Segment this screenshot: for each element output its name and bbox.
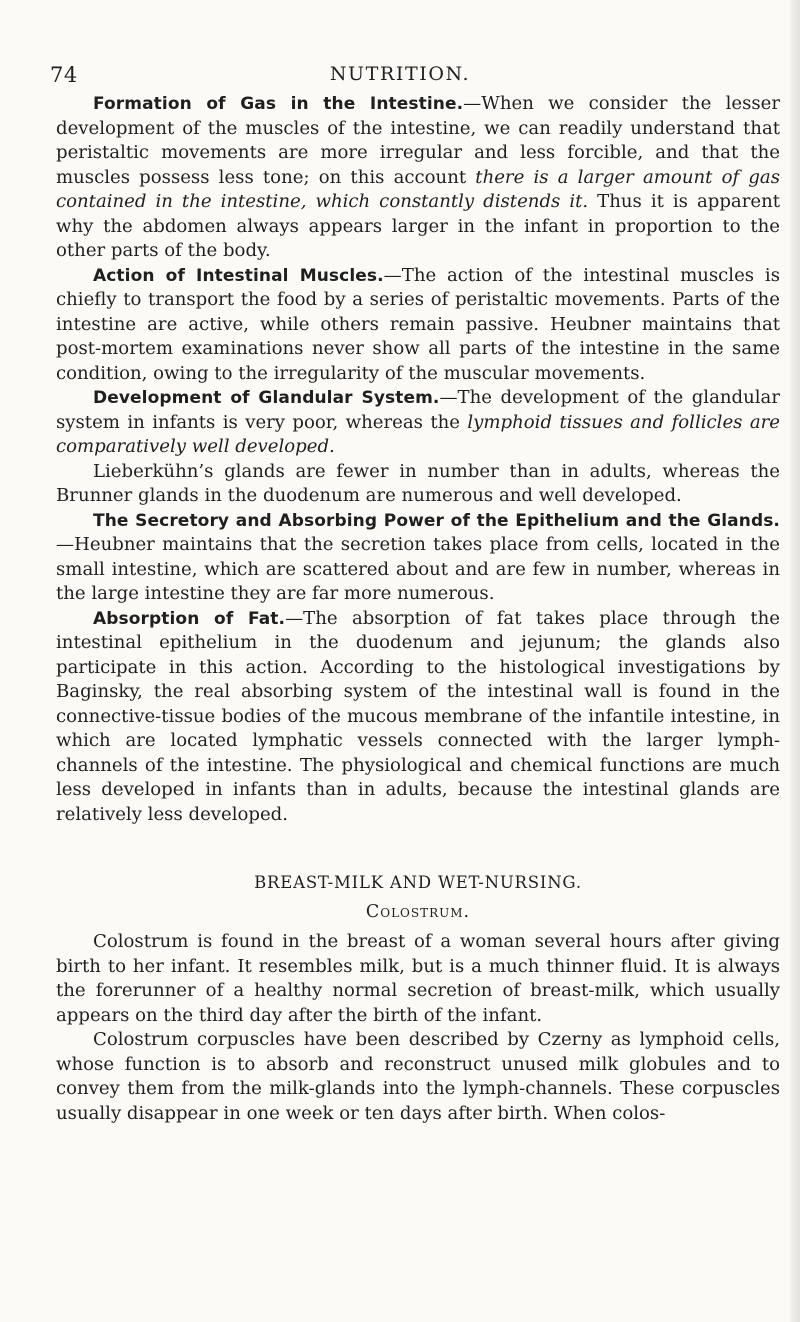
paragraph-text: —Heubner maintains that the secretion takes place from cells, located in the small intestine, which are scattered about and are few in number, whereas in the large intestine they are far more numerous. xyxy=(56,534,780,604)
page-number: 74 xyxy=(50,63,78,87)
heading-fat-absorption: Absorption of Fat. xyxy=(93,608,286,629)
paragraph-text: —The absorption of fat takes place through the intestinal epithelium in the duodenum and jejunum; the glands also participate in this action. According to the histological investigations by Baginsky, the real absorbing system of the intestinal wall is found in the connective-tissue bodies of the mucous membrane of the infantile intestine, in which are located lymphatic vessels connected with the larger lymph-channels of the intestine. The physiological and chemical functions are much less developed in infants than in adults, because the intestinal glands are relatively less developed. xyxy=(56,607,781,825)
paragraph-fat-absorption xyxy=(56,607,780,828)
heading-secretory-power: The Secretory and Absorbing Power of the Epithelium and the Glands. xyxy=(93,510,780,531)
paragraph-colostrum-2: Colostrum corpuscles have been described by Czerny as lymphoid cells, whose function is to absorb and reconstruct unused milk globules and to convey them from the milk-glands into the lymph-channels. These corpuscles usually disappear in one week or ten days after birth. When colos- xyxy=(56,1029,780,1124)
paragraph-gas-formation xyxy=(56,92,780,264)
section-title: BREAST-MILK AND WET-NURSING. xyxy=(254,873,582,892)
heading-glandular-system: Development of Glandular System. xyxy=(93,388,440,408)
page-edge-shadow xyxy=(790,0,800,1322)
italic-text: lymphoid tissues and follicles are comparatively well developed. xyxy=(56,411,780,457)
running-head: NUTRITION. xyxy=(329,63,471,85)
paragraph-intestinal-muscles xyxy=(56,264,780,387)
italic-text: there is a larger amount of gas contained in the intestine, which constantly distends it. xyxy=(56,166,780,212)
heading-intestinal-muscles: Action of Intestinal Muscles. xyxy=(93,265,384,286)
paragraph-text: —The development of the glandular system in infants is very poor, whereas the xyxy=(56,387,780,433)
body-text xyxy=(56,92,780,1126)
paragraph-glandular-system xyxy=(56,386,780,460)
paragraph-lieberkuhn xyxy=(56,460,780,509)
subsection-title: Colostrum. xyxy=(365,901,471,922)
paragraph-text: Lieberkühn’s glands are fewer in number than in adults, whereas the Brunner glands in the duodenum are numerous and well developed. xyxy=(56,460,780,506)
paragraph-text: —When we consider the lesser development of the muscles of the intestine, we can readily understand that peristaltic movements are more irregular and less forcible, and that the muscles possess less tone; on this account xyxy=(56,93,780,188)
paragraph-colostrum-1: Colostrum is found in the breast of a woman several hours after giving birth to her infant. It resembles milk, but is a much thinner fluid. It is always the forerunner of a healthy normal secretion of breast-milk, which usually appears on the third day after the birth of the infant. xyxy=(56,931,780,1026)
paragraph-secretory-power xyxy=(56,509,780,607)
paragraph-text: —The action of the intestinal muscles is chiefly to transport the food by a series of peristaltic movements. Parts of the intestine are active, while others remain passive. Heubner maintains that post-mortem examinations never show all parts of the intestine in the same condition, owing to the irregularity of the muscular movements. xyxy=(56,264,780,384)
paragraph-text: Thus it is apparent why the abdomen always appears larger in the infant in proportion to the other parts of the body. xyxy=(56,191,780,261)
heading-gas-formation: Formation of Gas in the Intestine. xyxy=(93,94,464,114)
page-header xyxy=(50,55,750,95)
